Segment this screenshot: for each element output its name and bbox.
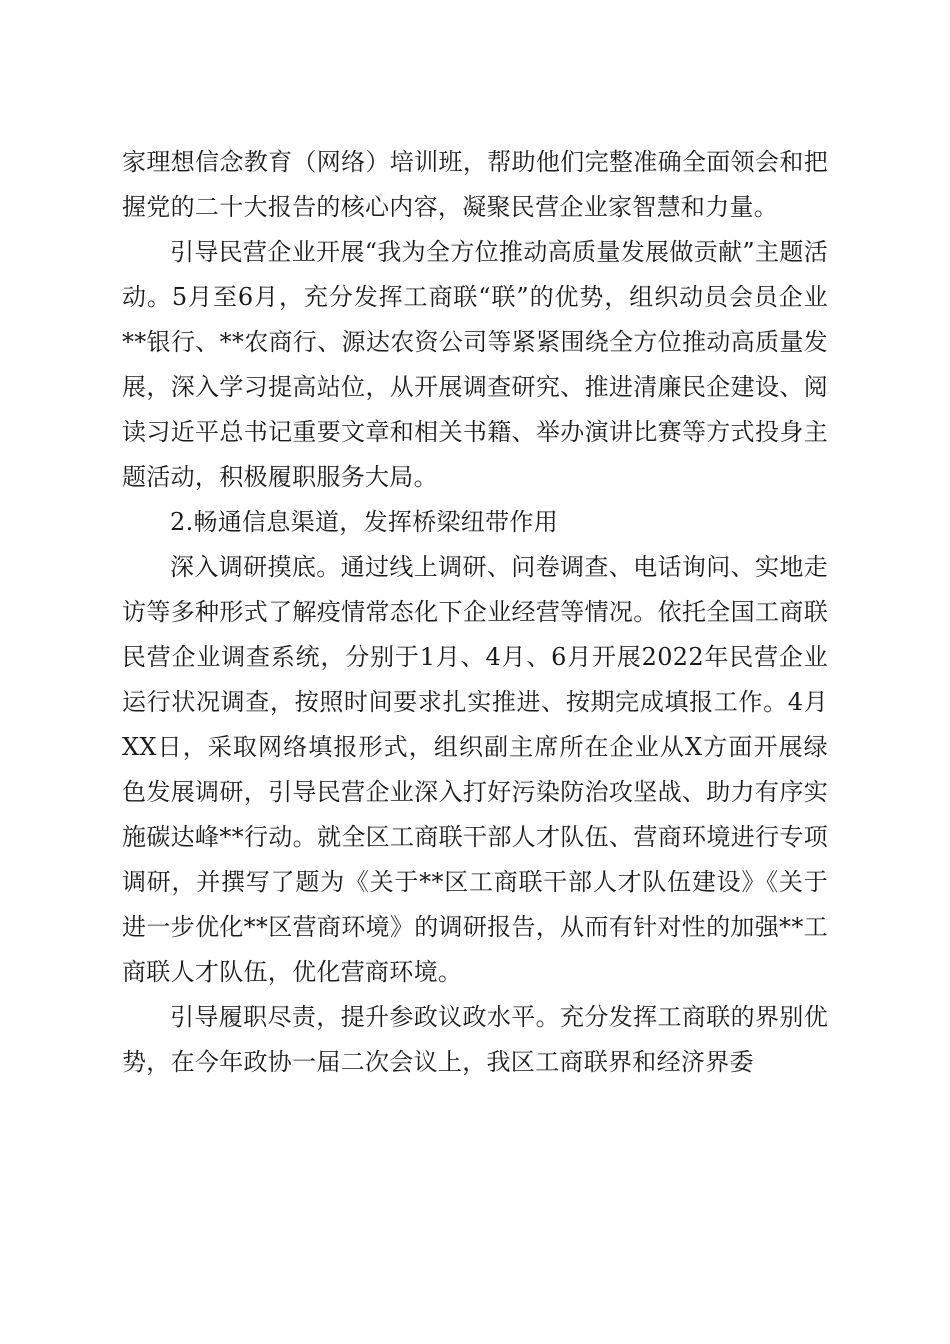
paragraph-research: 深入调研摸底。通过线上调研、问卷调查、电话询问、实地走访等多种形式了解疫情常态化下企业经营等情况。依托全国工商联民营企业调查系统，分别于1月、4月、6月开展2022年民营企业运行状况调查，按照时间要求扎实推进、按期完成填报工作。4月XX日，采取网络填报形式，组织副主席所在企业从X方面开展绿色发展调研，引导民营企业深入打好污染防治攻坚战、助力有序实施碳达峰**行动。就全区工商联干部人才队伍、营商环境进行专项调研，并撰写了题为《关于**区工商联干部人才队伍建设》《关于进一步优化**区营商环境》的调研报告，从而有针对性的加强**工商联人才队伍，优化营商环境。: [122, 553, 828, 986]
document-body: [122, 140, 828, 1085]
paragraph-theme-activity: 引导民营企业开展“我为全方位推动高质量发展做贡献”主题活动。5月至6月，充分发挥工商联“联”的优势，组织动员会员企业**银行、**农商行、源达农资公司等紧紧围绕全方位推动高质量发展，深入学习提高站位，从开展调查研究、推进清廉民企建设、阅读习近平总书记重要文章和相关书籍、举办演讲比赛等方式投身主题活动，积极履职服务大局。: [122, 238, 828, 491]
section-heading-2: 2.畅通信息渠道，发挥桥梁纽带作用: [170, 508, 558, 536]
paragraph-continuation: 家理想信念教育（网络）培训班，帮助他们完整准确全面领会和把握党的二十大报告的核心内容，凝聚民营企业家智慧和力量。: [122, 148, 828, 221]
paragraph-political-participation: 引导履职尽责，提升参政议政水平。充分发挥工商联的界别优势，在今年政协一届二次会议上，我区工商联界和经济界委: [122, 1003, 828, 1076]
